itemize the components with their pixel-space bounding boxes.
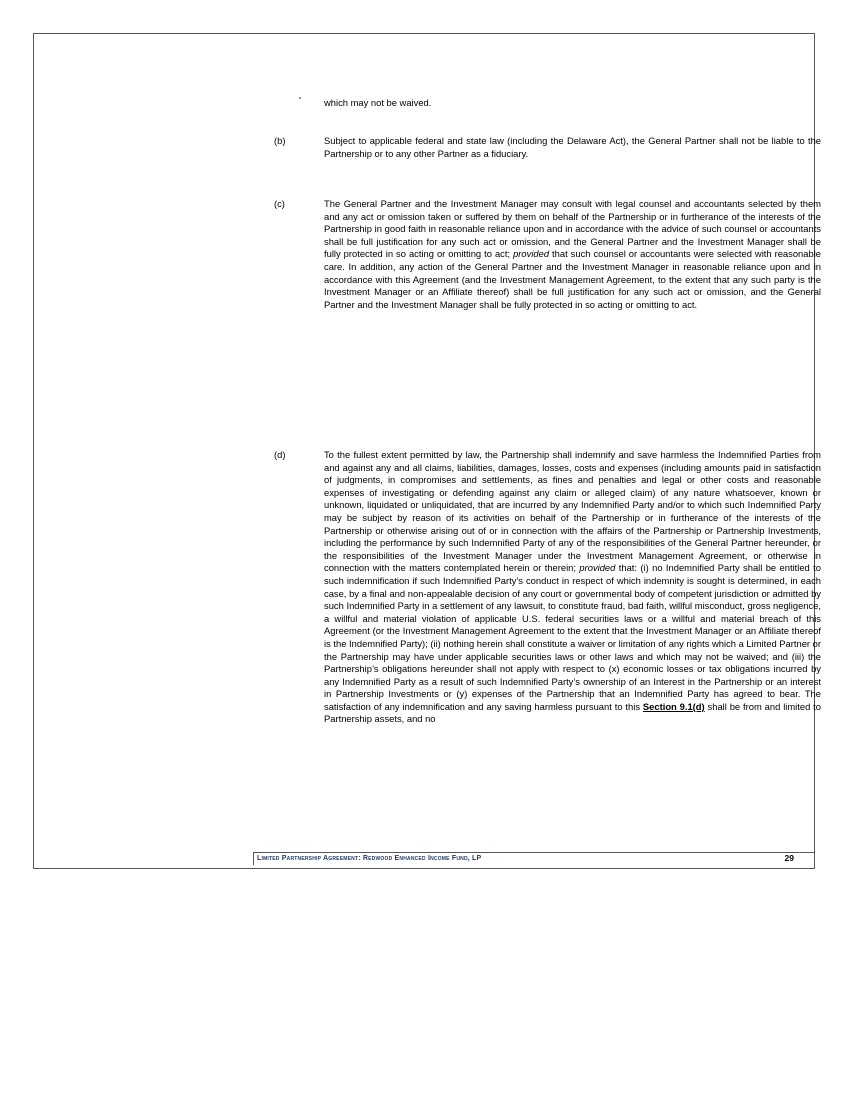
footer-document-title: Limited Partnership Agreement: Redwood Enhanced Income Fund, LP	[257, 855, 482, 862]
paragraph-label: (d)	[274, 449, 286, 460]
paragraph-text-part: To the fullest extent permitted by law, the Partnership shall indemnify and save harmless the Indemnified Parties from and against any and all claims, liabilities, damages, losses, costs and expenses (including amounts paid in satisfaction of judgments, in compromises and settlements, as fines and penalties and legal or other costs and reasonable expenses of investigating or defending against any claim or alleged claim) of any nature whatsoever, known or unknown, liquidated or unliquidated, that are incurred by any Indemnified Party and/or to which such Indemnified Party may be subject by reason of its activities on behalf of the Partnership or in furtherance of the interests of the Partnership or otherwise arising out of or in connection with the affairs of the Partnership or Partnership Investments, including the performance by such Indemnified Party of any of the responsibilities of the General Partner hereunder, or the responsibilities of the Investment Manager under the Investment Management Agreement, or otherwise in connection with the matters contemplated herein or therein;	[324, 449, 821, 574]
paragraph-text-part: that: (i) no Indemnified Party shall be entitled to such indemnification if such Indemnified Party’s conduct in respect of which indemnity is sought is determined, in each case, by a final and non-appealable decision of any court or governmental body of competent jurisdiction or admitted by such Indemnified Party in a settlement of any lawsuit, to constitute fraud, bad faith, willful misconduct, gross negligence, a willful and material violation of applicable U.S. federal securities laws or a willful and material breach of this Agreement (or the Investment Management Agreement to the extent that the Investment Manager or an Affiliate thereof is the Indemnified Party); (ii) nothing herein shall constitute a waiver or limitation of any rights which a Limited Partner or the Partnership may have under applicable securities laws or other laws and which may not be waived; and (iii) the Partnership’s obligations hereunder shall not apply with respect to (x) economic losses or tax obligations incurred by any Indemnified Party as a result of such Indemnified Party’s ownership of an Interest in the Partnership or an interest in Partnership Investments or (y) expenses of the Partnership that an Indemnified Party has agreed to bear. The satisfaction of any indemnification and any saving harmless pursuant to this	[324, 562, 821, 712]
paragraph-d	[274, 449, 821, 726]
paragraph-label: (c)	[274, 198, 285, 209]
paragraph-text-part: shall be from and limited to Partnership assets, and no	[324, 700, 821, 725]
paragraph-label: (b)	[274, 135, 286, 146]
page-footer	[253, 852, 815, 865]
paragraph-text	[324, 198, 821, 311]
paragraph-text	[324, 449, 821, 726]
paragraph-c	[274, 198, 821, 311]
continuation-paragraph	[274, 97, 821, 110]
paragraph-text: Subject to applicable federal and state law (including the Delaware Act), the General Partner shall not be liable to the Partnership or to any other Partner as a fiduciary.	[324, 135, 821, 159]
section-reference-link[interactable]: Section 9.1(d)	[642, 700, 705, 712]
continuation-text: which may not be waived.	[324, 97, 432, 108]
page-number: 29	[784, 853, 794, 863]
paragraph-text-part: that such counsel or accountants were selected with reasonable care. In addition, any action of the General Partner and the Investment Manager in reasonable reliance upon and in accordance with this Agreement (and the Investment Management Agreement, to the extent that any such party is the Investment Manager or an Affiliate thereof) shall be full justification for any such act or omission, and the General Partner and the Investment Manager shall be fully protected in so acting or omitting to act.	[324, 248, 821, 310]
emphasis-provided: provided	[579, 562, 616, 574]
paragraph-b	[274, 135, 821, 160]
emphasis-provided: provided	[513, 248, 550, 260]
paragraph-text-part: The General Partner and the Investment Manager may consult with legal counsel and accountants selected by them and any act or omission taken or suffered by them on behalf of the Partnership or in furtherance of the interests of the Partnership in good faith in reasonable reliance upon and in accordance with the advice of such counsel or accountants shall be full justification for any such act or omission, and the General Partner and the Investment Manager shall be fully protected in so acting or omitting to act;	[324, 198, 821, 260]
